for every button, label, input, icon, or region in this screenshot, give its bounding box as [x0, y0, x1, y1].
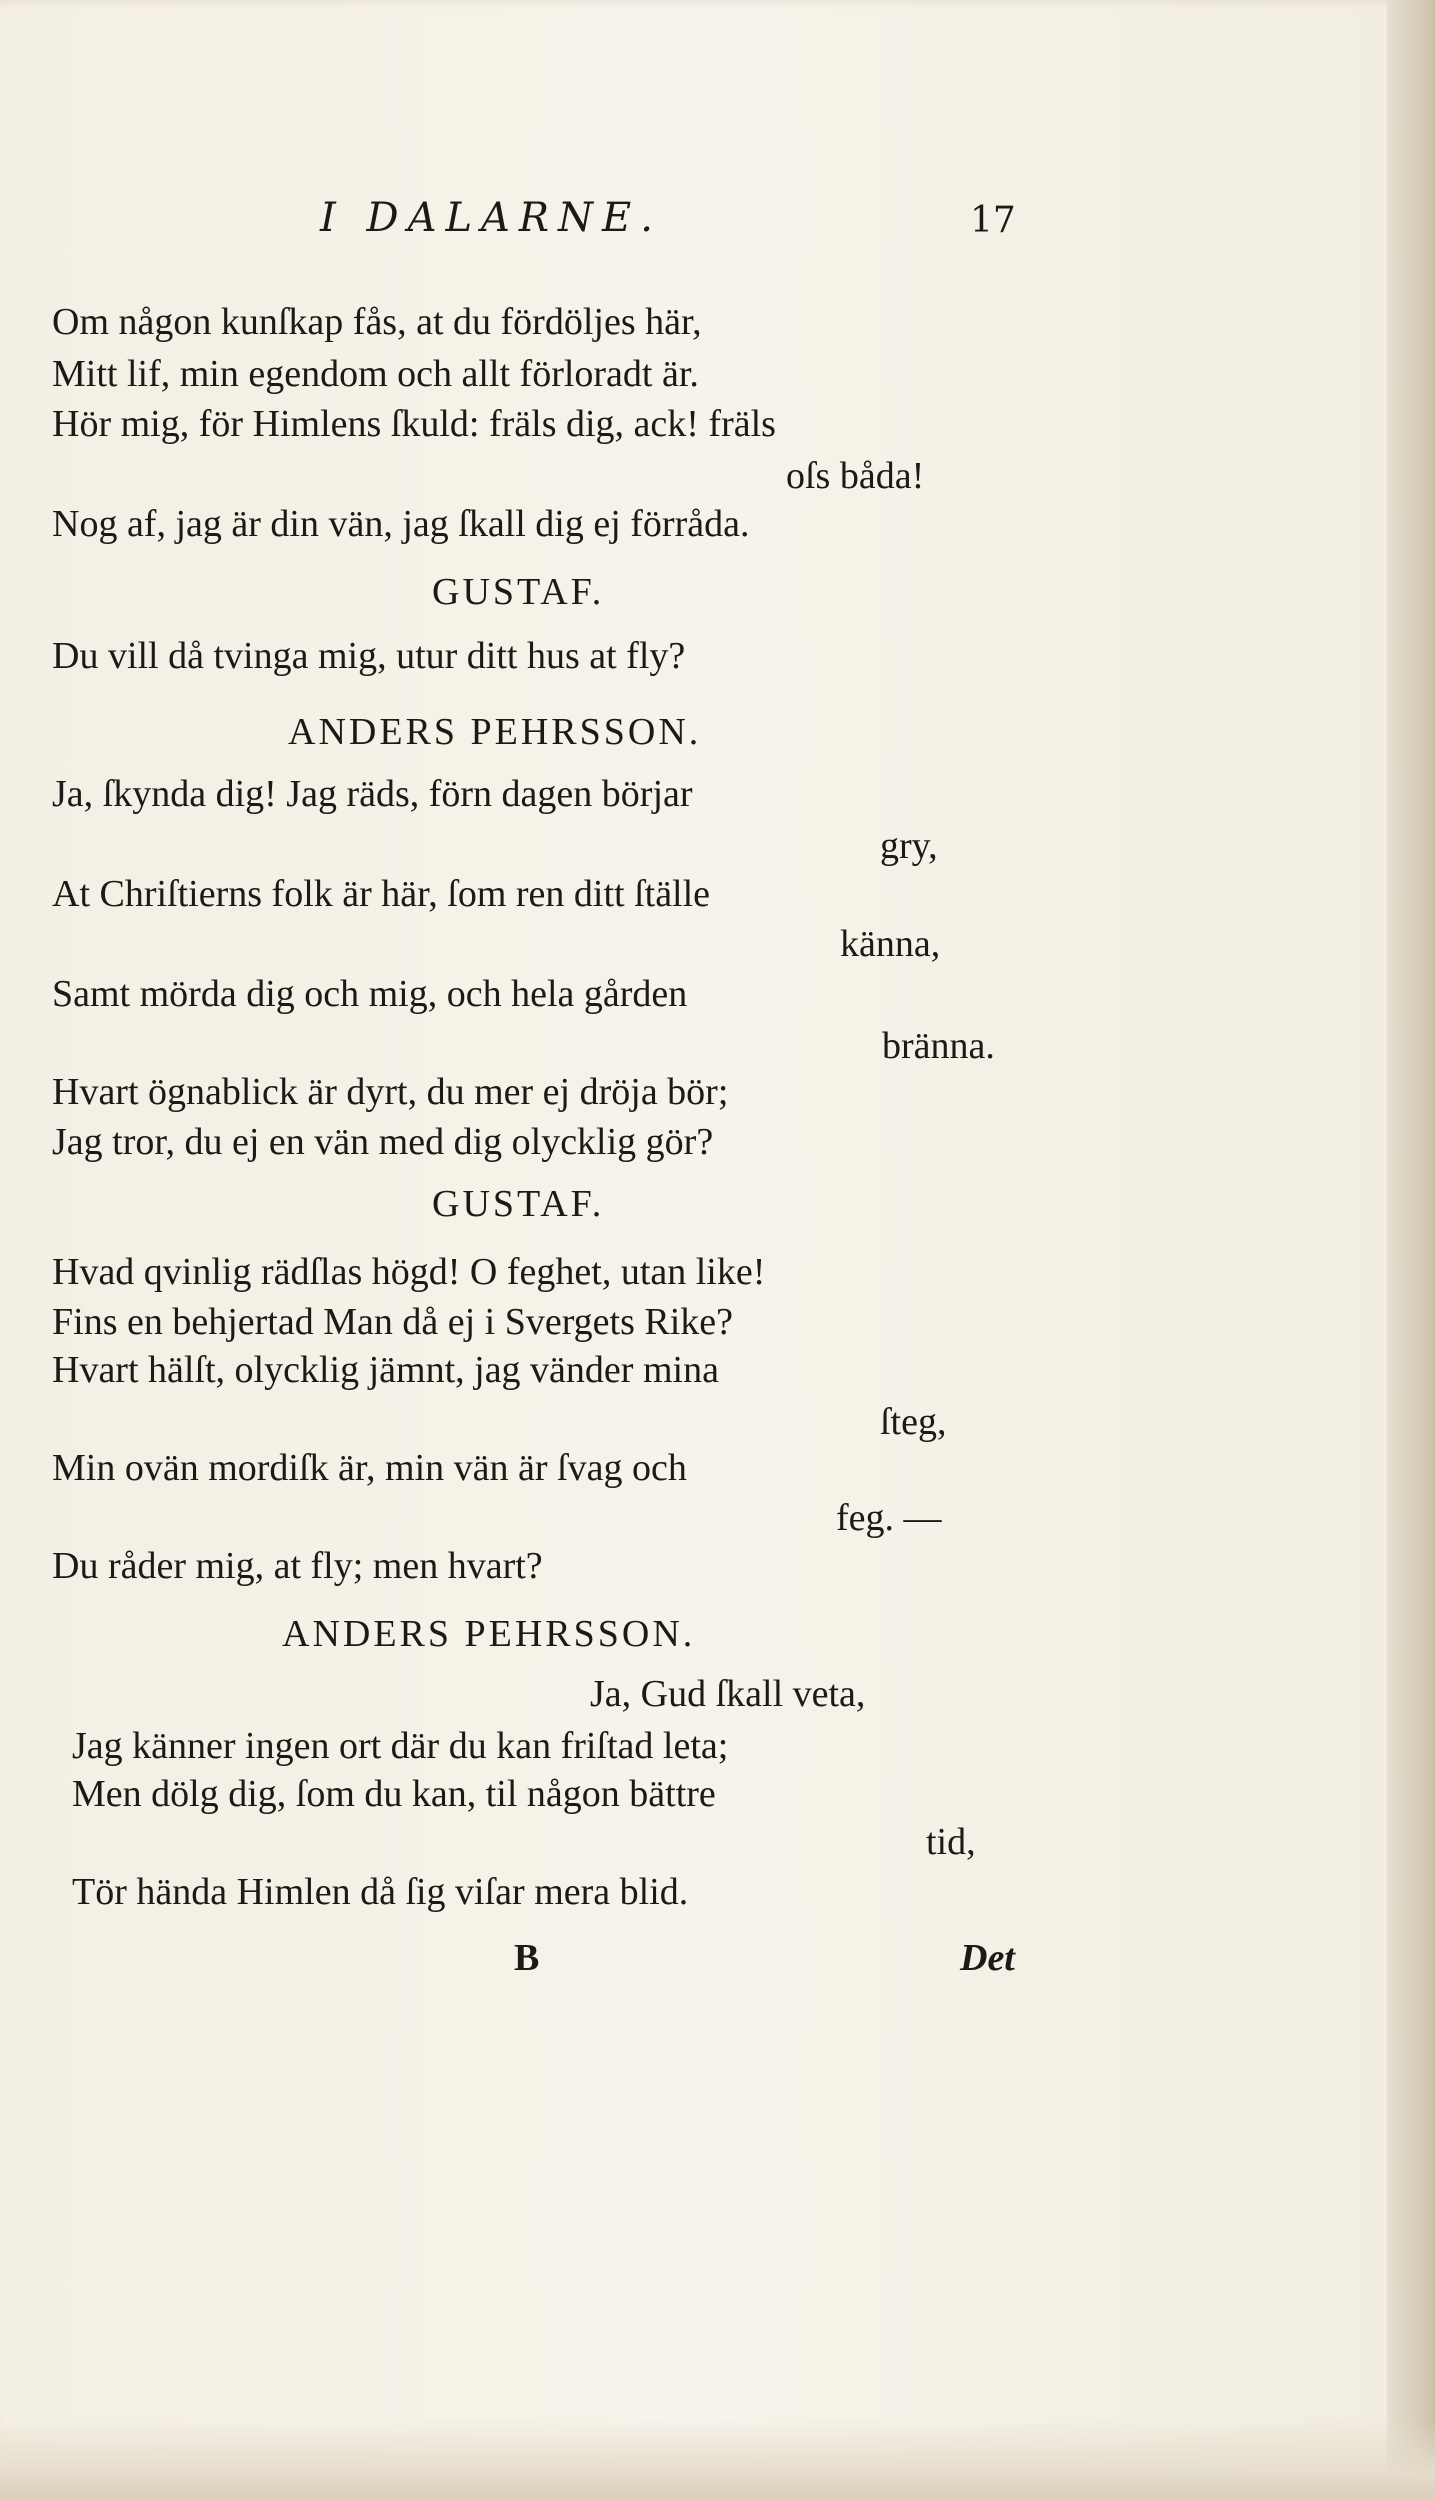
verse-line-turnover: feg. — — [836, 1497, 942, 1539]
running-head: I DALARNE. — [320, 195, 662, 241]
verse-line: Tör hända Himlen då ſig viſar mera blid. — [72, 1871, 689, 1913]
speaker-name: ANDERS PEHRSSON. — [282, 1613, 696, 1655]
verse-line: Du vill då tvinga mig, utur ditt hus at fly? — [52, 635, 686, 677]
verse-line: Hör mig, för Himlens ſkuld: fräls dig, ack! fräls — [52, 403, 776, 445]
speaker-name: ANDERS PEHRSSON. — [288, 711, 702, 753]
verse-line: Jag känner ingen ort där du kan friſtad leta; — [72, 1725, 729, 1767]
verse-line: Jag tror, du ej en vän med dig olycklig gör? — [52, 1121, 714, 1163]
verse-line: Samt mörda dig och mig, och hela gården — [52, 973, 688, 1015]
verse-line: Fins en behjertad Man då ej i Svergets Rike? — [52, 1301, 734, 1343]
verse-line: Men dölg dig, ſom du kan, til någon bättre — [72, 1773, 716, 1815]
verse-line-continuation: Ja, Gud ſkall veta, — [590, 1673, 866, 1715]
verse-line-turnover: känna, — [840, 923, 941, 965]
verse-line-turnover: tid, — [926, 1821, 976, 1863]
page-edge — [1387, 0, 1435, 2499]
verse-line: Mitt lif, min egendom och allt förloradt är. — [52, 353, 699, 395]
signature-mark: B — [514, 1937, 540, 1979]
verse-line: Ja, ſkynda dig! Jag räds, förn dagen börjar — [52, 773, 693, 815]
verse-line: Hvart ögnablick är dyrt, du mer ej dröja bör; — [52, 1071, 729, 1113]
verse-line: At Chriſtierns folk är här, ſom ren ditt ſtälle — [52, 873, 711, 915]
verse-line: Om någon kunſkap fås, at du fördöljes här, — [52, 301, 702, 343]
verse-line-turnover: gry, — [880, 825, 938, 867]
verse-line: Min ovän mordiſk är, min vän är ſvag och — [52, 1447, 687, 1489]
verse-line: Hvad qvinlig rädſlas högd! O feghet, utan like! — [52, 1251, 766, 1293]
speaker-name: GUSTAF. — [432, 571, 605, 613]
verse-line-turnover: ſteg, — [880, 1401, 947, 1443]
catchword: Det — [960, 1937, 1015, 1979]
page-number: 17 — [970, 200, 1016, 241]
verse-line: Nog af, jag är din vän, jag ſkall dig ej förråda. — [52, 503, 750, 545]
verse-line-turnover: oſs båda! — [786, 455, 925, 497]
verse-line-turnover: bränna. — [882, 1025, 995, 1067]
verse-line: Du råder mig, at fly; men hvart? — [52, 1545, 543, 1587]
verse-line: Hvart hälſt, olycklig jämnt, jag vänder mina — [52, 1349, 719, 1391]
speaker-name: GUSTAF. — [432, 1183, 605, 1225]
page-bottom-edge — [0, 2419, 1435, 2499]
